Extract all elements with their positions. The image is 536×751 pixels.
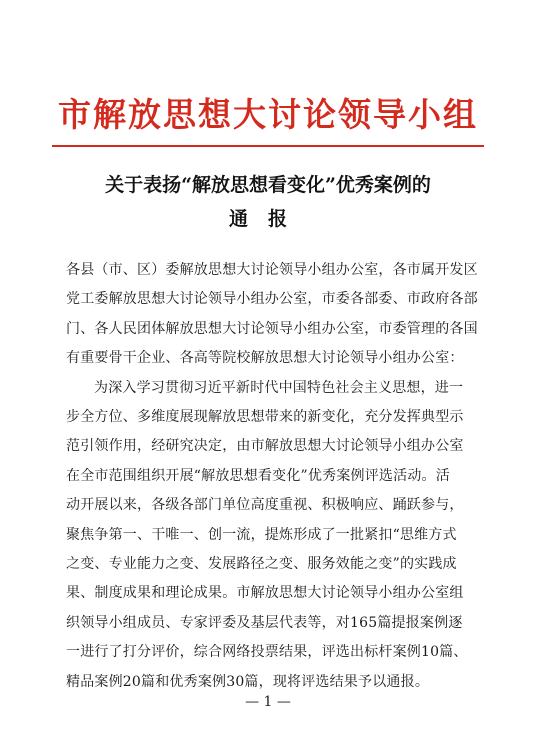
recipients-line: 有重要骨干企业、各高等院校解放思想大讨论领导小组办公室：: [66, 350, 464, 367]
org-header: 市解放思想大讨论领导小组: [58, 95, 478, 134]
paragraph-line: 一进行了打分评价，综合网络投票结果，评选出标杆案例10篇、: [66, 644, 468, 661]
recipients-line: 各县（市、区）委解放思想大讨论领导小组办公室，各市属开发区: [66, 262, 478, 278]
red-divider: [52, 145, 484, 147]
paragraph-line: 织领导小组成员、专家评委及基层代表等，对165篇提报案例逐: [66, 614, 463, 631]
recipients-line: 党工委解放思想大讨论领导小组办公室，市委各部委、市政府各部: [66, 291, 478, 308]
paragraph-line: 步全方位、多维度展现解放思想带来的新变化，充分发挥典型示: [66, 409, 464, 426]
paragraph-line: 为深入学习贯彻习近平新时代中国特色社会主义思想，进一: [94, 379, 464, 396]
paragraph-line: 精品案例20篇和优秀案例30篇，现将评选结果予以通报。: [66, 673, 430, 690]
paragraph-line: 聚焦争第一、干唯一、创一流，提炼形成了一批紧扣“思维方式: [66, 526, 457, 543]
document-subtitle: 通报: [228, 208, 307, 230]
paragraph-line: 范引领作用，经研究决定，由市解放思想大讨论领导小组办公室: [66, 438, 464, 455]
paragraph-line: 在全市范围组织开展“解放思想看变化”优秀案例评选活动。活: [66, 467, 450, 484]
paragraph-line: 之变、专业能力之变、发展路径之变、服务效能之变”的实践成: [66, 556, 457, 573]
document-title: 关于表扬“解放思想看变化”优秀案例的: [105, 174, 431, 196]
paragraph-line: 动开展以来，各级各部门单位高度重视、积极响应、踊跃参与，: [66, 497, 464, 514]
document-body: [66, 256, 478, 697]
page-number: — 1 —: [245, 694, 291, 710]
paragraph-line: 果、制度成果和理论成果。市解放思想大讨论领导小组办公室组: [66, 585, 464, 602]
recipients-line: 门、各人民团体解放思想大讨论领导小组办公室，市委管理的各国: [66, 320, 478, 337]
